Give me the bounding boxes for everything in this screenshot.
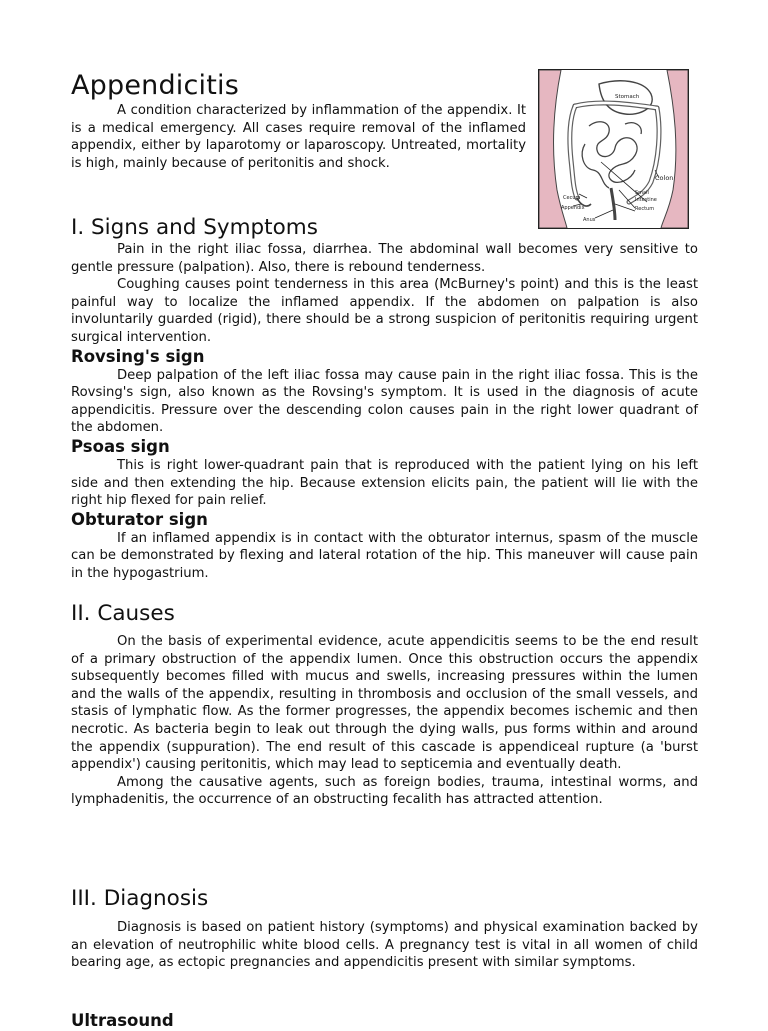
label-intestine: Intestine: [635, 197, 657, 203]
section-heading-diagnosis: III. Diagnosis: [71, 886, 209, 911]
causes-paragraph-1: On the basis of experimental evidence, acute appendicitis seems to be the end result of a primary obstruction of the appendix lumen. Once this obstruction occurs the appendix subsequently becomes filled with mucus and swells, increasing pressures within the lumen and the walls of the appendix, resulting in thrombosis and occlusion of the small vessels, and stasis of lymphatic flow. As the former progresses, the appendix becomes ischemic and then necrotic. As bacteria begin to leak out through the dying walls, pus forms within and around the appendix (suppuration). The end result of this cascade is appendiceal rupture (a 'burst appendix') causing peritonitis, which may lead to septicemia and eventually death.: [71, 634, 698, 773]
rovsing-paragraph: Deep palpation of the left iliac fossa may cause pain in the right iliac fossa. This is the Rovsing's sign, also known as the Rovsing's symptom. It is used in the diagnosis of acute appendicitis. Pressure over the descending colon causes pain in the right lower quadrant of the abdomen.: [71, 367, 698, 436]
intro-block: [71, 102, 526, 172]
label-rectum: Rectum: [635, 206, 655, 212]
section-signs: [71, 215, 698, 583]
subheading-rovsing: Rovsing's sign: [71, 346, 205, 366]
label-colon: Colon: [655, 174, 674, 182]
signs-paragraph-2: Coughing causes point tenderness in this area (McBurney's point) and this is the least painful way to localize the inflamed appendix. If the abdomen on palpation is also involuntarily guarded (rigid), there should be a strong suspicion of peritonitis requiring urgent surgical intervention.: [71, 277, 698, 345]
label-anus: Anus: [583, 217, 596, 223]
label-appendix: Appendix: [561, 205, 585, 211]
label-cecum: Cecum: [563, 195, 581, 201]
digestive-system-diagram: [538, 69, 689, 229]
obturator-paragraph: If an inflamed appendix is in contact with the obturator internus, spasm of the muscle can be demonstrated by flexing and lateral rotation of the hip. This maneuver will cause pain in the hypogastrium.: [71, 530, 698, 581]
section-heading-signs: I. Signs and Symptoms: [71, 215, 318, 240]
subheading-ultrasound: Ultrasound: [71, 1011, 174, 1030]
label-small: Small: [635, 190, 649, 196]
label-stomach: Stomach: [615, 94, 640, 100]
section-heading-causes: II. Causes: [71, 601, 175, 626]
anatomy-illustration: [539, 70, 688, 228]
subheading-obturator: Obturator sign: [71, 509, 208, 529]
subheading-psoas: Psoas sign: [71, 436, 170, 456]
signs-paragraph-1: Pain in the right iliac fossa, diarrhea. The abdominal wall becomes very sensitive to gentle pressure (palpation). Also, there is rebound tenderness.: [71, 242, 698, 275]
page-title: Appendicitis: [71, 70, 240, 101]
section-diagnosis: [71, 886, 698, 972]
causes-paragraph-2: Among the causative agents, such as foreign bodies, trauma, intestinal worms, and lymphadenitis, the occurrence of an obstructing fecalith has attracted attention.: [71, 774, 698, 808]
psoas-paragraph: This is right lower-quadrant pain that is reproduced with the patient lying on his left side and then extending the hip. Because extension elicits pain, the patient will lie with the right hip flexed for pain relief.: [71, 457, 698, 509]
diagnosis-paragraph: Diagnosis is based on patient history (symptoms) and physical examination backed by an elevation of neutrophilic white blood cells. A pregnancy test is vital in all women of child bearing age, as ectopic pregnancies and appendicitis present with similar symptoms.: [71, 920, 698, 971]
section-causes: [71, 601, 698, 809]
intro-paragraph: A condition characterized by inflammation of the appendix. It is a medical emergency. All cases require removal of the inflamed appendix, either by laparotomy or laparoscopy. Untreated, mortality is high, mainly because of peritonitis and shock.: [71, 103, 526, 171]
